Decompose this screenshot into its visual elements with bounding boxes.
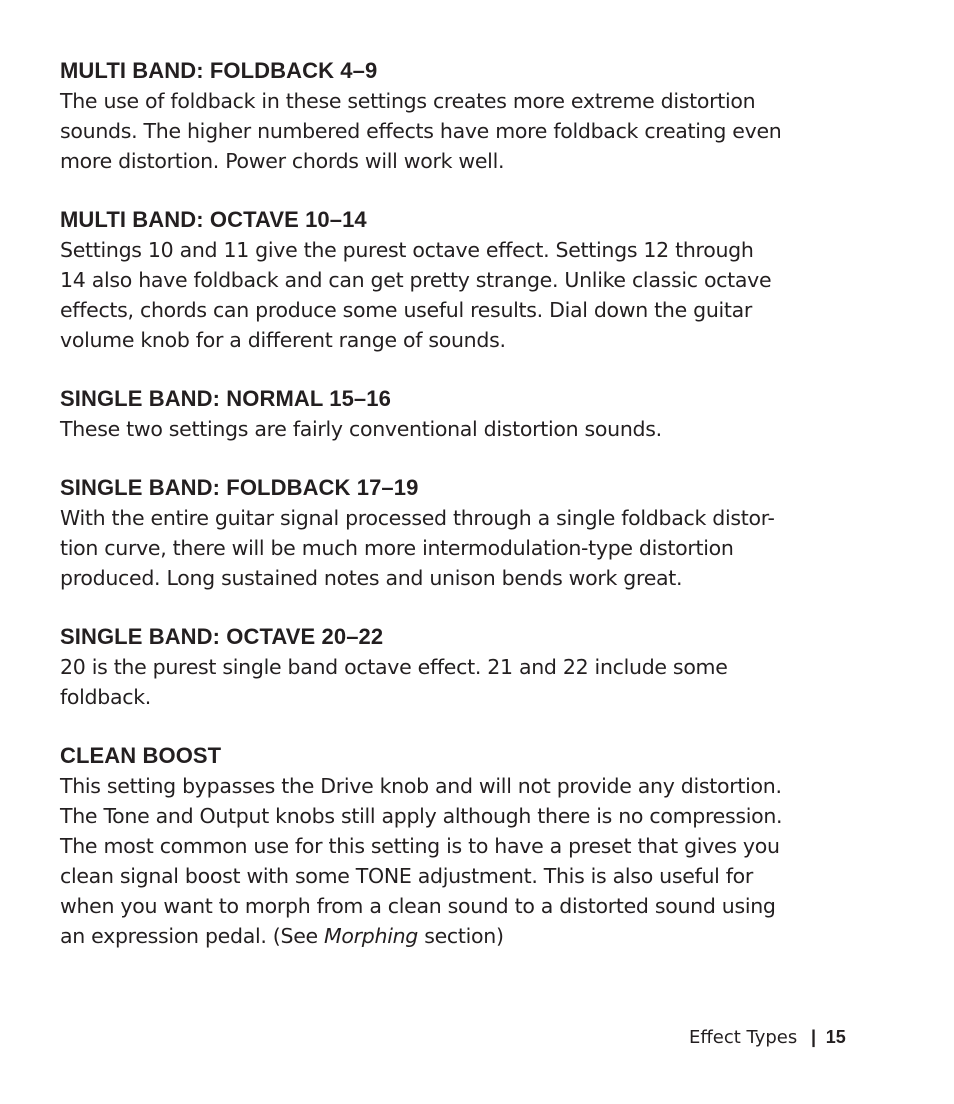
body-line: when you want to morph from a clean sound to a distorted sound using [60,894,776,918]
body-line: volume knob for a different range of sounds. [60,328,506,352]
body-line: sounds. The higher numbered effects have more foldback creating even [60,119,782,143]
body-line: produced. Long sustained notes and unison bends work great. [60,566,683,590]
section-heading: CLEAN BOOST [60,743,222,768]
footer-section-name: Effect Types [689,1027,798,1048]
body-line: clean signal boost with some TONE adjustment. This is also useful for [60,864,754,888]
section-heading: SINGLE BAND: FOLDBACK 17–19 [60,475,419,500]
body-line: With the entire guitar signal processed through a single foldback distor- [60,506,775,530]
section-multi-band-octave [60,205,840,355]
section-heading: MULTI BAND: FOLDBACK 4–9 [60,58,378,83]
section-heading: SINGLE BAND: OCTAVE 20–22 [60,624,384,649]
body-text: section) [418,924,504,948]
body-line: These two settings are fairly conventional distortion sounds. [60,417,662,441]
page-content [60,56,840,980]
body-line: foldback. [60,685,152,709]
section-single-band-foldback [60,473,840,593]
body-line: Settings 10 and 11 give the purest octave effect. Settings 12 through [60,238,754,262]
section-clean-boost [60,741,840,951]
body-line: This setting bypasses the Drive knob and will not provide any distortion. [60,774,782,798]
body-line: more distortion. Power chords will work well. [60,149,505,173]
page-footer [689,1023,846,1052]
body-line: 20 is the purest single band octave effect. 21 and 22 include some [60,655,728,679]
body-line: The Tone and Output knobs still apply although there is no compression. [60,804,783,828]
body-line-with-reference [60,921,840,951]
section-heading: MULTI BAND: OCTAVE 10–14 [60,207,367,232]
body-line: tion curve, there will be much more intermodulation-type distortion [60,536,734,560]
page-number: 15 [825,1027,846,1047]
section-multi-band-foldback [60,56,840,176]
body-line: The most common use for this setting is to have a preset that gives you [60,834,780,858]
morphing-reference: Morphing [324,924,419,948]
footer-separator: | [810,1027,817,1047]
section-single-band-normal [60,384,840,444]
body-line: effects, chords can produce some useful results. Dial down the guitar [60,298,753,322]
section-heading: SINGLE BAND: NORMAL 15–16 [60,386,391,411]
body-line: The use of foldback in these settings creates more extreme distortion [60,89,756,113]
body-text: an expression pedal. (See [60,924,325,948]
body-line: 14 also have foldback and can get pretty strange. Unlike classic octave [60,268,772,292]
section-single-band-octave [60,622,840,712]
